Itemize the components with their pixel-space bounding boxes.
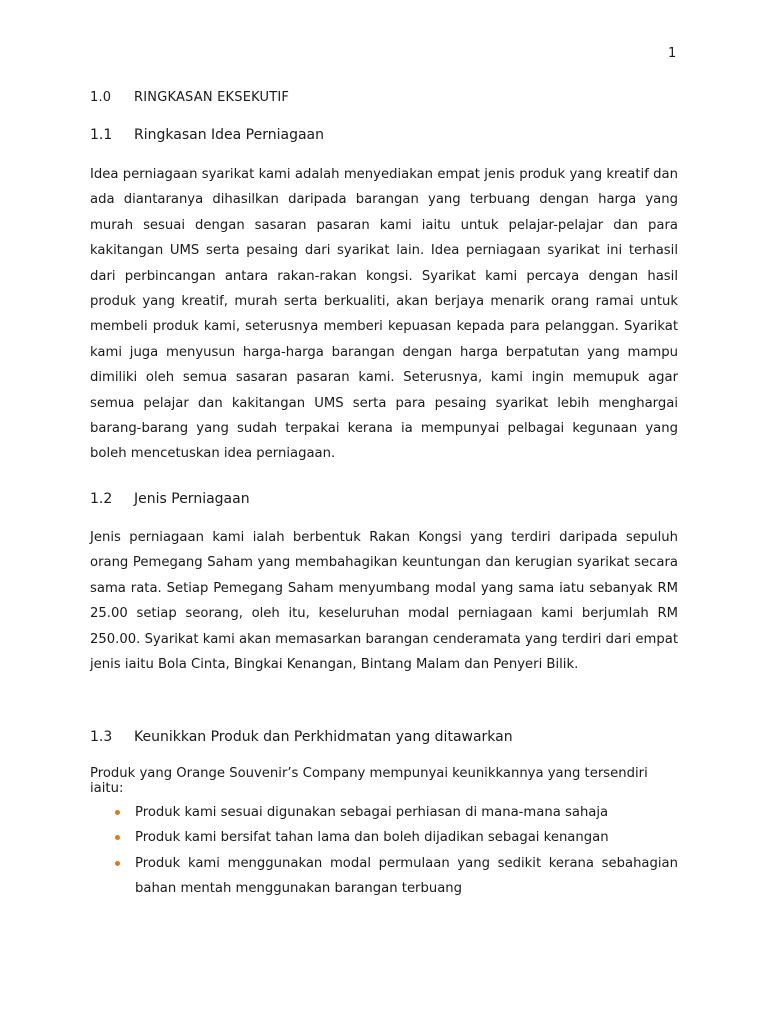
list-item	[90, 800, 678, 825]
main-heading-title: RINGKASAN EKSEKUTIF	[134, 90, 290, 105]
list-item-text: Produk kami bersifat tahan lama dan boleh dijadikan sebagai kenangan	[135, 830, 609, 846]
list-item-text: Produk kami menggunakan modal permulaan yang sedikit kerana sebahagian bahan mentah menggunakan barangan terbuang	[135, 855, 678, 897]
bullet-dot-icon	[115, 810, 120, 815]
bullet-dot-icon	[115, 835, 120, 840]
section-number: 1.3	[90, 729, 113, 745]
main-heading	[90, 90, 289, 105]
main-heading-number: 1.0	[90, 90, 112, 105]
page-number: 1	[668, 46, 677, 61]
section-number: 1.2	[90, 491, 113, 507]
section-heading-1-3	[90, 729, 513, 745]
section-heading-1-2	[90, 491, 250, 507]
unique-points-list	[90, 800, 678, 902]
section-heading-1-1	[90, 127, 324, 143]
section-number: 1.1	[90, 127, 113, 143]
section-title: Ringkasan Idea Perniagaan	[134, 127, 324, 143]
section-body-1-2: Jenis perniagaan kami ialah berbentuk Rakan Kongsi yang terdiri daripada sepuluh orang Pemegang Saham yang membahagikan keuntungan dan kerugian syarikat secara sama rata. Setiap Pemegang Saham menyumbang modal yang sama iatu sebanyak RM 25.00 setiap seorang, oleh itu, keseluruhan modal perniagaan kami berjumlah RM 250.00. Syarikat kami akan memasarkan barangan cenderamata yang terdiri dari empat jenis iaitu Bola Cinta, Bingkai Kenangan, Bintang Malam dan Penyeri Bilik.	[90, 530, 678, 673]
list-item	[90, 825, 678, 850]
section-intro-1-3: Produk yang Orange Souvenir’s Company mempunyai keunikkannya yang tersendiri iaitu:	[90, 766, 648, 796]
section-body-1-1: Idea perniagaan syarikat kami adalah menyediakan empat jenis produk yang kreatif dan ada diantaranya dihasilkan daripada barangan yang terbuang dengan harga yang murah sesuai dengan sasaran pasaran kami iaitu untuk pelajar-pelajar dan para kakitangan UMS serta pesaing dari syarikat lain. Idea perniagaan syarikat ini terhasil dari perbincangan antara rakan-rakan kongsi. Syarikat kami percaya dengan hasil produk yang kreatif, murah serta berkualiti, akan berjaya menarik orang ramai untuk membeli produk kami, seterusnya memberi kepuasan kepada para pelanggan. Syarikat kami juga menyusun harga-harga barangan dengan harga berpatutan yang mampu dimiliki oleh semua sasaran pasaran kami. Seterusnya, kami ingin memupuk agar semua pelajar dan kakitangan UMS serta para pesaing syarikat lebih menghargai barang-barang yang sudah terpakai kerana ia mempunyai pelbagai kegunaan yang boleh mencetuskan idea perniagaan.	[90, 167, 678, 462]
section-title: Jenis Perniagaan	[134, 491, 250, 507]
section-title: Keunikkan Produk dan Perkhidmatan yang ditawarkan	[134, 729, 513, 745]
list-item	[90, 851, 678, 902]
list-item-text: Produk kami sesuai digunakan sebagai perhiasan di mana-mana sahaja	[135, 805, 609, 820]
bullet-dot-icon	[115, 861, 120, 866]
